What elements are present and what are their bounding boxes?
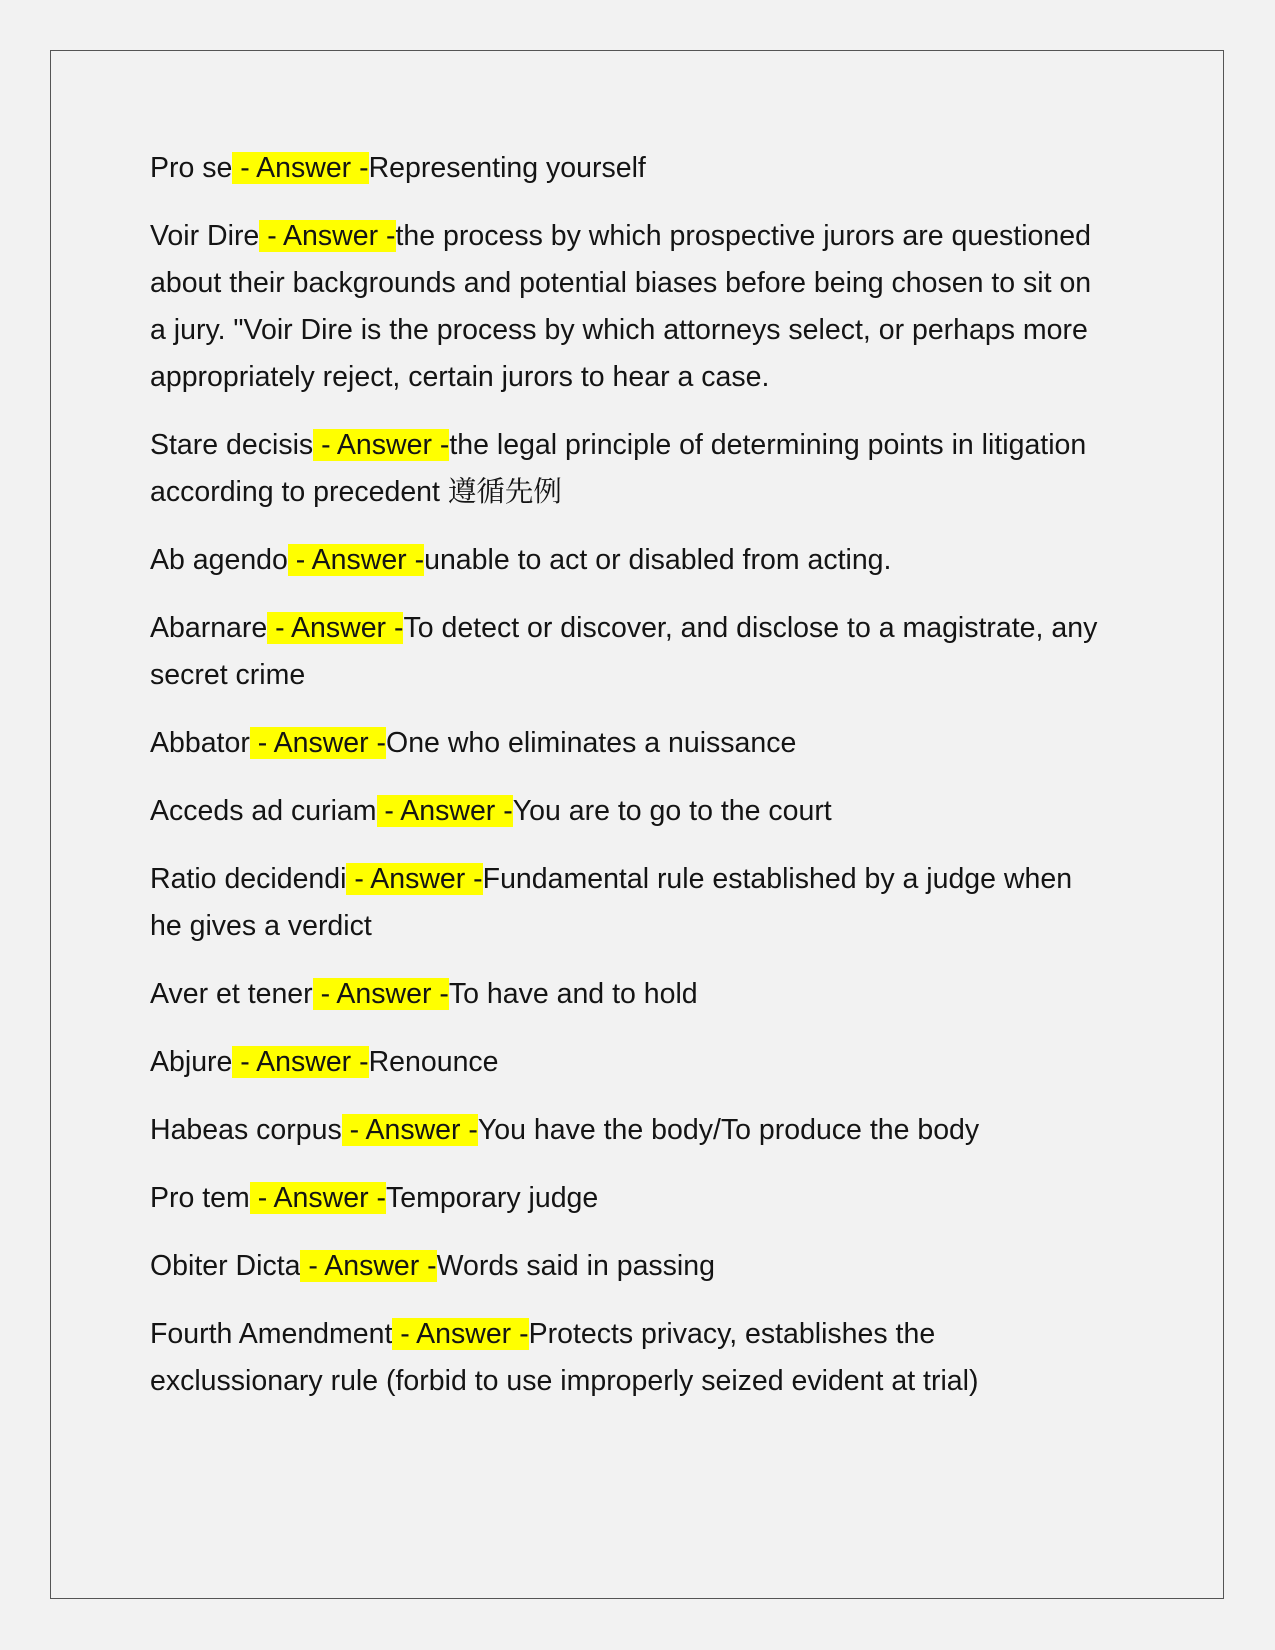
answer-highlight: - Answer - [312,978,449,1010]
entry-definition: unable to act or disabled from acting. [424,544,892,576]
entry-term: Obiter Dicta [150,1250,301,1282]
answer-highlight: - Answer - [232,152,369,184]
list-item [150,537,1110,584]
answer-highlight: - Answer - [346,863,483,895]
answer-highlight: - Answer - [232,1046,369,1078]
entry-definition: Representing yourself [368,152,646,184]
answer-highlight: - Answer - [313,429,450,461]
answer-highlight: - Answer - [249,727,387,759]
list-item [150,856,1110,950]
answer-highlight: - Answer - [341,1114,478,1146]
answer-highlight: - Answer - [376,795,513,827]
entry-term: Abarnare [150,612,268,644]
answer-highlight: - Answer - [249,1182,386,1214]
list-item [150,1175,1110,1222]
list-item [150,788,1110,835]
entry-definition: You are to go to the court [512,795,832,827]
list-item [150,1243,1110,1290]
entry-definition: Protects privacy, establishes the exclussionary rule (forbid to use improperly seized evident at trial) [150,1318,979,1397]
entry-term: Ab agendo [150,544,288,576]
list-item [150,213,1110,401]
entry-definition: Words said in passing [436,1250,715,1282]
entry-term: Voir Dire [150,220,260,252]
entry-term: Abbator [150,727,250,759]
entry-term: Pro se [150,152,233,184]
entry-term: Abjure [150,1046,233,1078]
entry-term: Ratio decidendi [150,863,347,895]
list-item [150,145,1110,192]
entry-term: Pro tem [150,1182,250,1214]
entry-definition: the process by which prospective jurors are questioned about their backgrounds and potential biases before being chosen to sit on a jury. "Voir Dire is the process by which attorneys select, or perhaps more appropriately reject, certain jurors to hear a case. [150,220,1092,393]
entry-definition: You have the body/To produce the body [477,1114,980,1146]
entry-term: Aver et tener [150,978,313,1010]
entry-term: Stare decisis [150,429,314,461]
entry-definition: Temporary judge [385,1182,599,1214]
entry-definition: To have and to hold [448,978,698,1010]
entry-definition: Fundamental rule established by a judge when he gives a verdict [150,863,1073,942]
entry-term: Habeas corpus [150,1114,342,1146]
entry-definition: the legal principle of determining points in litigation according to precedent 遵循先例 [150,429,1087,508]
list-item [150,422,1110,516]
answer-highlight: - Answer - [287,544,425,576]
answer-highlight: - Answer - [267,612,404,644]
list-item [150,971,1110,1018]
entry-definition: To detect or discover, and disclose to a magistrate, any secret crime [150,612,1098,691]
flashcard-list [150,145,1110,1426]
answer-highlight: - Answer - [392,1318,529,1350]
list-item [150,1311,1110,1405]
list-item [150,605,1110,699]
answer-highlight: - Answer - [259,220,396,252]
answer-highlight: - Answer - [300,1250,437,1282]
list-item [150,720,1110,767]
list-item [150,1107,1110,1154]
list-item [150,1039,1110,1086]
entry-definition: Renounce [368,1046,499,1078]
entry-definition: One who eliminates a nuissance [386,727,797,759]
entry-term: Acceds ad curiam [150,795,377,827]
entry-term: Fourth Amendment [150,1318,393,1350]
